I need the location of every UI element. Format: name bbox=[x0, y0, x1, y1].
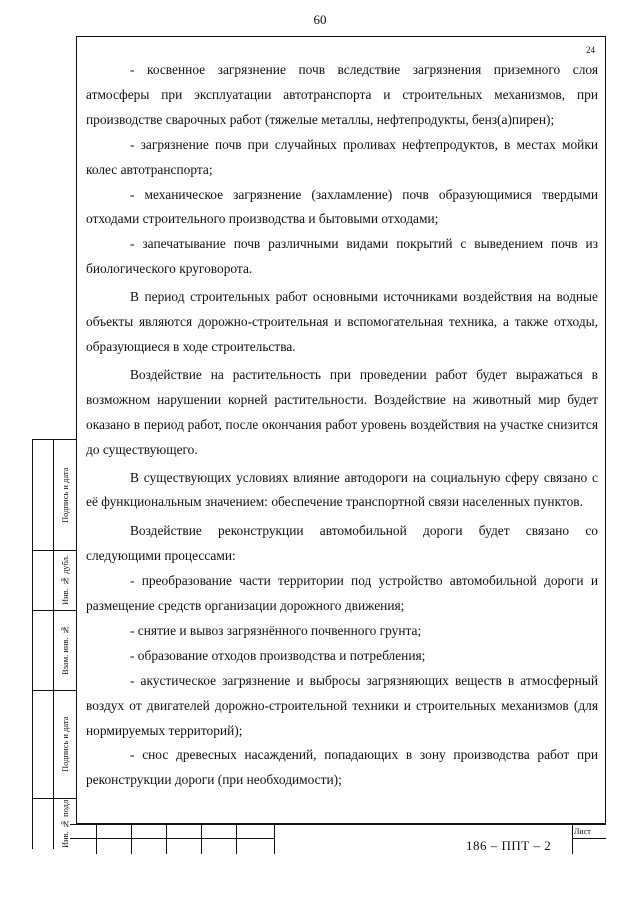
paragraph: - снятие и вывоз загрязнённого почвенного грунта; bbox=[130, 622, 422, 638]
paragraph: Воздействие на растительность при проведении работ будет выражаться в возможном нарушении корней растительности. Воздействие на животный мир будет оказано в период работ, после окончания работ уровень воздействия на участке снизится до существующего. bbox=[86, 366, 598, 457]
inner-page-number: 24 bbox=[586, 45, 595, 55]
document-body bbox=[86, 58, 598, 793]
title-block-divider bbox=[166, 824, 167, 854]
stamp-divider bbox=[33, 798, 77, 799]
paragraph: - загрязнение почв при случайных проливах нефтепродуктов, в местах мойки колес автотранспорта; bbox=[86, 136, 598, 177]
title-block bbox=[76, 824, 606, 854]
paragraph: - преобразование части территории под устройство автомобильной дороги и размещение средств организации дорожного движения; bbox=[86, 573, 598, 614]
title-block-divider bbox=[572, 824, 573, 854]
stamp-label-replacement-inv: Взам. инв. № bbox=[60, 625, 70, 675]
stamp-label-signature-date-2: Подпись и дата bbox=[60, 716, 70, 772]
paragraph: - запечатывание почв различными видами покрытий с выведением почв из биологического круговорота. bbox=[86, 236, 598, 277]
stamp-label-signature-date: Подпись и дата bbox=[60, 467, 70, 523]
stamp-divider bbox=[33, 690, 77, 691]
paragraph: В существующих условиях влияние автодороги на социальную сферу связано с её функциональным значением: обеспечение транспортной связи населенных пунктов. bbox=[86, 469, 598, 510]
document-code: 186 – ППТ – 2 bbox=[466, 838, 552, 853]
title-block-divider bbox=[70, 838, 274, 839]
title-block-divider bbox=[70, 824, 606, 825]
stamp-divider bbox=[33, 550, 77, 551]
title-block-divider bbox=[131, 824, 132, 854]
stamp-divider bbox=[33, 610, 77, 611]
title-block-divider bbox=[96, 824, 97, 854]
paragraph: В период строительных работ основными источниками воздействия на водные объекты являются дорожно-строительная и вспомогательная техника, а также отходы, образующиеся в ходе строительства. bbox=[86, 289, 598, 354]
margin-stamp bbox=[32, 439, 76, 849]
outer-page-number: 60 bbox=[313, 12, 327, 27]
title-block-divider bbox=[236, 824, 237, 854]
paragraph: Воздействие реконструкции автомобильной дороги будет связано со следующими процессами: bbox=[86, 523, 598, 564]
paragraph: - образование отходов производства и потребления; bbox=[130, 647, 426, 663]
title-block-divider bbox=[274, 824, 275, 854]
sheet-label: Лист bbox=[574, 827, 591, 836]
paragraph: - акустическое загрязнение и выбросы загрязняющих веществ в атмосферный воздух от двигателей дорожно-строительной техники и строительных механизмов (для нормируемых территорий); bbox=[86, 672, 598, 738]
stamp-label-original-inv: Инв. № подл. bbox=[60, 797, 70, 848]
stamp-label-duplicate-inv: Инв. № дубл. bbox=[60, 554, 70, 606]
stamp-divider bbox=[53, 440, 54, 849]
title-block-divider bbox=[572, 838, 606, 839]
paragraph: - снос древесных насаждений, попадающих в зону производства работ при реконструкции дороги (при необходимости); bbox=[86, 747, 598, 788]
title-block-divider bbox=[201, 824, 202, 854]
paragraph: - механическое загрязнение (захламление) почв образующимися твердыми отходами строительного производства и бытовыми отходами; bbox=[86, 186, 598, 227]
paragraph: - косвенное загрязнение почв вследствие загрязнения приземного слоя атмосферы при эксплуатации автотранспорта и строительных механизмов, при производстве сварочных работ (тяжелые металлы, нефтепродукты, бенз(а)пирен); bbox=[86, 62, 598, 127]
